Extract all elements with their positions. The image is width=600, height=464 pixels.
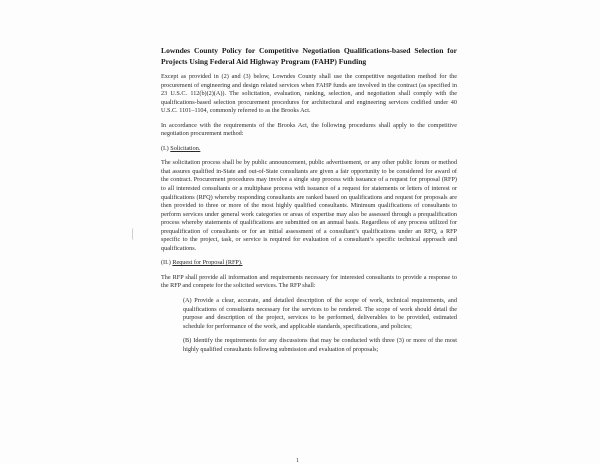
section-2-item-b: (B) Identify the requirements for any discussions that may be conducted with three (3) or more of the most highly qualified consultants following submission and evaluation of proposals; bbox=[183, 337, 457, 353]
scan-margin-mark bbox=[132, 228, 136, 240]
section-1-heading bbox=[161, 145, 457, 154]
section-2-item-a: (A) Provide a clear, accurate, and detailed description of the scope of work, technical requirements, and qualifications of consultants necessary for the services to be rendered. The scope of work should detail the purpose and description of the project, services to be performed, deliverables to be provided, estimated schedule for performance of the work, and applicable standards, specifications, and policies; bbox=[183, 297, 457, 330]
section-1-title: Solicitation. bbox=[170, 144, 201, 152]
section-2-body: The RFP shall provide all information and requirements necessary for interested consultants to provide a response to the RFP and compete for the solicited services. The RFP shall: bbox=[161, 273, 457, 290]
section-1-number: (I.) bbox=[161, 144, 169, 152]
section-2-heading bbox=[161, 259, 457, 268]
intro-paragraph: Except as provided in (2) and (3) below, Lowndes County shall use the competitive negotiation method for the procurement of engineering and design related services when FAHP funds are involved in the contract (as specified in 23 U.S.C. 112(b)(2)(A)). The solicitation, evaluation, ranking, selection, and negotiation shall comply with the qualifications-based selection procurement procedures for architectural and engineering services codified under 40 U.S.C. 1101–1104, commonly referred to as the Brooks Act. bbox=[161, 73, 457, 115]
document-body bbox=[161, 46, 457, 354]
section-2-number: (II.) bbox=[161, 259, 171, 267]
page-number: 1 bbox=[296, 458, 299, 464]
brooks-act-paragraph: In accordance with the requirements of the Brooks Act, the following procedures shall apply to the competitive negotiation procurement method: bbox=[161, 121, 457, 138]
section-1-body: The solicitation process shall be by public announcement, public advertisement, or any other public forum or method that assures qualified in-State and out-of-State consultants are given a fair opportunity to be considered for award of the contract. Procurement procedures may involve a single step process with issuance of a request for proposal (RFP) to all interested consultants or a multiphase process with issuance of a request for statements or letters of interest or qualifications (RFQ) whereby responding consultants are ranked based on qualifications and request for proposals are then provided to three or more of the most highly qualified consultants. Minimum qualifications of consultants to perform services under general work categories or areas of expertise may also be assessed through a prequalification process whereby statements of qualifications are submitted on an annual basis. Regardless of any process utilized for prequalification of consultants or for an initial assessment of a consultant’s qualifications under an RFQ, a RFP specific to the project, task, or service is required for evaluation of a consultant’s specific technical approach and qualifications. bbox=[161, 159, 457, 252]
section-2-title: Request for Proposal (RFP). bbox=[172, 259, 243, 267]
document-title: Lowndes County Policy for Competitive Negotiation Qualifications-based Selection for Projects Using Federal Aid Highway Program (FAHP) Funding bbox=[161, 46, 457, 66]
